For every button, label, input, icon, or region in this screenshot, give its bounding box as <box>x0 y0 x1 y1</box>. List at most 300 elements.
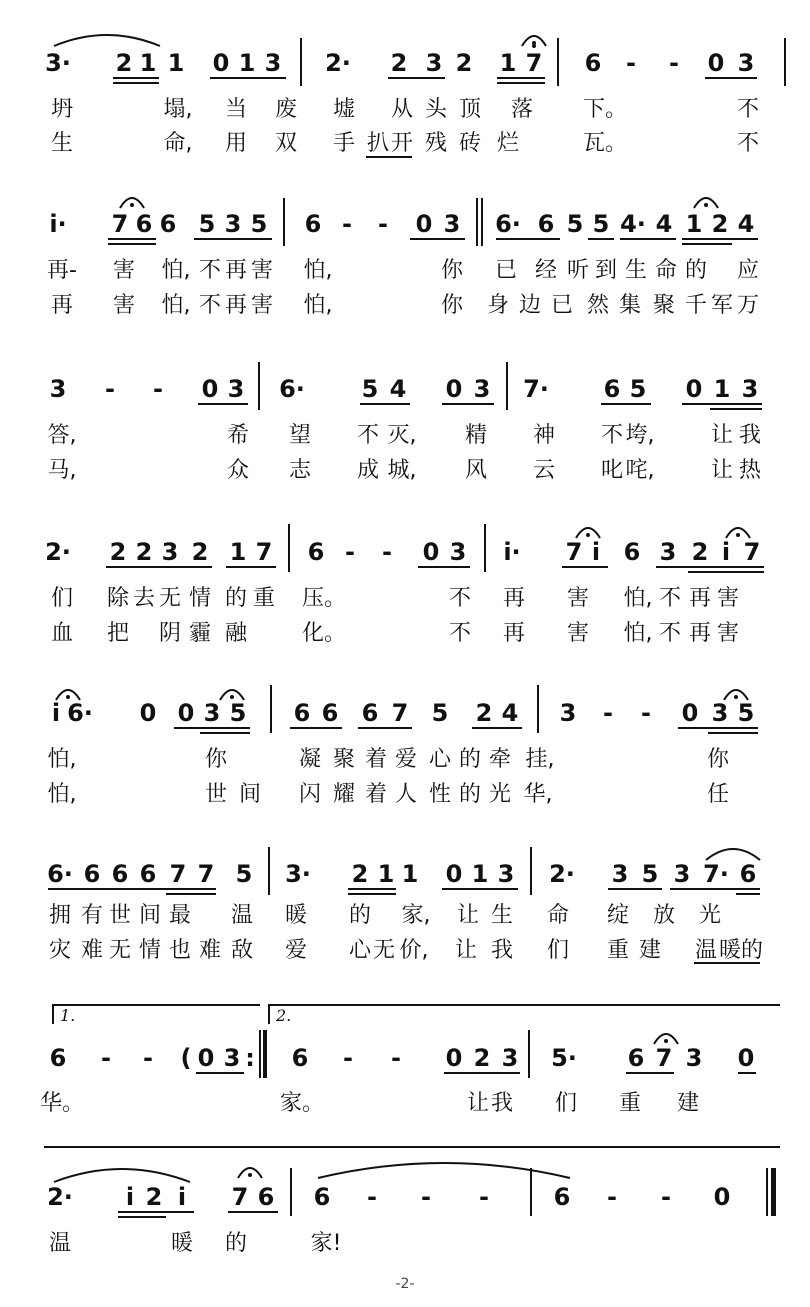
lyric-char: 顶 <box>458 97 482 122</box>
lyric-char: 叱 <box>600 458 624 483</box>
lyric-char: 从 <box>390 97 414 122</box>
note: - <box>342 210 352 238</box>
lyric-char: 阴 <box>158 621 182 646</box>
note: 2· <box>47 1183 73 1211</box>
slur <box>52 28 162 48</box>
note: 0 <box>707 49 725 77</box>
lyric-char: 扒 <box>366 131 390 156</box>
notation-row <box>0 376 810 402</box>
beam <box>348 888 396 890</box>
lyric-char: 情 <box>138 938 162 963</box>
note: 6 <box>739 860 757 888</box>
repeat-barline <box>259 1030 261 1078</box>
lyric-char: 命, <box>163 131 193 156</box>
note: 5 <box>198 210 216 238</box>
lyric-char: 不 <box>448 621 472 646</box>
final-barline <box>766 1168 768 1216</box>
lyric-char: 凝 <box>298 747 322 772</box>
note: 3 <box>264 49 282 77</box>
note: 6 <box>293 699 311 727</box>
barline <box>784 38 786 86</box>
note: - <box>391 1044 401 1072</box>
lyric-char: 下。 <box>582 97 628 122</box>
lyric-char: 砖 <box>458 131 482 156</box>
note: 7 <box>655 1044 673 1072</box>
fermata <box>574 520 602 542</box>
beam <box>442 403 494 405</box>
lyric-row <box>0 585 810 613</box>
lyric-char: 再- <box>47 258 77 283</box>
beam <box>228 1211 278 1213</box>
lyric-char: 害 <box>250 258 274 283</box>
lyric-char: 万 <box>736 293 760 318</box>
note: 2· <box>45 538 71 566</box>
note: 0 <box>445 375 463 403</box>
beam <box>620 238 676 240</box>
lyric-row <box>0 746 810 774</box>
note: 1 <box>713 375 731 403</box>
lyric-char: 神 <box>532 423 556 448</box>
lyric-char: 人 <box>394 782 418 807</box>
lyric-char: 拥 <box>48 903 72 928</box>
lyric-char: 家。 <box>279 1091 325 1116</box>
note: 6· <box>279 375 305 403</box>
lyric-char: 怕, <box>161 258 191 283</box>
note: i <box>51 699 61 727</box>
barline <box>481 198 483 246</box>
lyric-char: 暖 <box>170 1231 194 1256</box>
beam <box>226 566 276 568</box>
lyric-char: 世 <box>204 782 228 807</box>
beam <box>710 408 762 410</box>
note: 6 <box>584 49 602 77</box>
note: 3 <box>497 860 515 888</box>
lyric-char: 世 <box>108 903 132 928</box>
note: 6 <box>135 210 153 238</box>
lyric-char: 生 <box>624 258 648 283</box>
note: 4 <box>737 210 755 238</box>
lyric-char: 的 <box>224 1231 248 1256</box>
beam <box>388 77 445 79</box>
lyric-char: 然 <box>586 293 610 318</box>
note: - <box>105 375 115 403</box>
barline <box>270 685 272 733</box>
fermata <box>118 190 146 212</box>
lyric-char: 应 <box>736 258 760 283</box>
note: : <box>245 1044 255 1072</box>
lyric-char: 害 <box>112 258 136 283</box>
lyric-char: 双 <box>274 131 298 156</box>
lyric-char: 不 <box>356 423 380 448</box>
note: 6 <box>313 1183 331 1211</box>
note: 1 <box>229 538 247 566</box>
lyric-char: 开 <box>390 131 414 156</box>
lyric-char: 压。 <box>301 586 347 611</box>
note: 2 <box>711 210 729 238</box>
lyric-char: 挂, <box>525 747 555 772</box>
lyric-char: 绽 <box>606 903 630 928</box>
volta-bracket <box>268 1004 780 1006</box>
note: 3 <box>223 1044 241 1072</box>
note: 3· <box>285 860 311 888</box>
lyric-char: 们 <box>50 586 74 611</box>
lyric-char: 城, <box>387 458 417 483</box>
note: 1 <box>167 49 185 77</box>
lyric-char: 害 <box>566 586 590 611</box>
lyric-char: 不 <box>736 97 760 122</box>
note: 1 <box>401 860 419 888</box>
note: 2 <box>145 1183 163 1211</box>
barline <box>557 38 559 86</box>
lyric-char: 不 <box>198 258 222 283</box>
lyric-char: 重 <box>252 586 276 611</box>
beam <box>656 566 764 568</box>
lyric-char: 边 <box>518 293 542 318</box>
notation-row <box>0 1184 810 1210</box>
beam <box>118 1211 194 1213</box>
lyric-char: 爱 <box>394 747 418 772</box>
note: 4 <box>655 210 673 238</box>
note: - <box>479 1183 489 1211</box>
lyric-char: 间 <box>138 903 162 928</box>
lyric-char: 的 <box>684 258 708 283</box>
note: 6 <box>307 538 325 566</box>
beam <box>738 1072 756 1074</box>
lyric-char: 精 <box>464 423 488 448</box>
beam <box>196 1072 244 1074</box>
note: - <box>378 210 388 238</box>
notation-row <box>0 50 810 76</box>
beam <box>410 238 465 240</box>
lyric-char: 华, <box>523 782 553 807</box>
lyric-char: 众 <box>226 458 250 483</box>
note: 3 <box>203 699 221 727</box>
lyric-char: 难 <box>80 938 104 963</box>
fermata <box>722 682 750 704</box>
lyric-char: 马, <box>47 458 77 483</box>
note: 5 <box>641 860 659 888</box>
note: 2 <box>191 538 209 566</box>
lyric-char: 的 <box>458 747 482 772</box>
note: 5 <box>235 860 253 888</box>
note: 5 <box>250 210 268 238</box>
note: - <box>343 1044 353 1072</box>
lyric-row <box>0 96 810 124</box>
beam <box>497 82 545 84</box>
beam <box>194 238 272 240</box>
lyric-char: 无 <box>158 586 182 611</box>
note: 6 <box>83 860 101 888</box>
lyric-char: 怕, <box>623 586 653 611</box>
notation-row <box>0 700 810 726</box>
beam <box>601 403 651 405</box>
note: 2 <box>115 49 133 77</box>
beam <box>360 403 410 405</box>
lyric-char: 不 <box>600 423 624 448</box>
beam <box>106 566 212 568</box>
note: 5 <box>592 210 610 238</box>
lyric-char: 情 <box>188 586 212 611</box>
note: 0 <box>415 210 433 238</box>
note: 1 <box>499 49 517 77</box>
beam <box>174 727 250 729</box>
note: 2 <box>351 860 369 888</box>
lyric-row <box>0 457 810 485</box>
lyric-char: 怕, <box>161 293 191 318</box>
lyric-char: 害 <box>566 621 590 646</box>
lyric-char: 墟 <box>332 97 356 122</box>
note: - <box>607 1183 617 1211</box>
lyric-char: 害 <box>112 293 136 318</box>
lyric-char: 重 <box>618 1091 642 1116</box>
beam <box>682 243 732 245</box>
final-barline <box>771 1168 776 1216</box>
lyric-row <box>0 130 810 158</box>
beam <box>210 77 286 79</box>
tie <box>316 1154 572 1180</box>
staff-rule <box>44 1146 780 1148</box>
beam <box>108 243 156 245</box>
note: i <box>125 1183 135 1211</box>
lyric-char: 到 <box>594 258 618 283</box>
lyric-char: 千 <box>684 293 708 318</box>
lyric-char: 霾 <box>188 621 212 646</box>
note: 5 <box>629 375 647 403</box>
lyric-char: 融 <box>224 621 248 646</box>
note: 3 <box>449 538 467 566</box>
note: 4 <box>501 699 519 727</box>
note: 1 <box>471 860 489 888</box>
lyric-char: 灾 <box>48 938 72 963</box>
fermata <box>652 1026 680 1048</box>
lyric-char: 让 <box>456 903 480 928</box>
note: - <box>669 49 679 77</box>
note: 3 <box>161 538 179 566</box>
fermata <box>724 520 752 542</box>
note: 6· <box>495 210 521 238</box>
note: 1 <box>139 49 157 77</box>
lyric-row <box>0 422 810 450</box>
beam <box>678 727 758 729</box>
beam <box>705 77 757 79</box>
lyric-char: 残 <box>424 131 448 156</box>
note: 7 <box>743 538 761 566</box>
lyric-char: 暖 <box>718 938 742 963</box>
beam <box>166 893 216 895</box>
lyric-char: 聚 <box>332 747 356 772</box>
note: 3 <box>425 49 443 77</box>
lyric-row <box>0 620 810 648</box>
note: - <box>143 1044 153 1072</box>
note: - <box>153 375 163 403</box>
lyric-char: 去 <box>132 586 156 611</box>
lyric-char: 家, <box>401 903 431 928</box>
note: 3 <box>737 49 755 77</box>
note: - <box>626 49 636 77</box>
lyric-char: 化。 <box>301 621 347 646</box>
lyric-char: 风 <box>464 458 488 483</box>
note: 0 <box>713 1183 731 1211</box>
note: 3 <box>501 1044 519 1072</box>
lyric-char: 华。 <box>39 1091 85 1116</box>
lyric-char: 温 <box>48 1231 72 1256</box>
lyric-char: 志 <box>288 458 312 483</box>
lyric-char: 最 <box>168 903 192 928</box>
lyric-char: 不 <box>448 586 472 611</box>
note: 0 <box>212 49 230 77</box>
note: 3 <box>559 699 577 727</box>
beam <box>442 888 518 890</box>
notation-row <box>0 539 810 565</box>
beam <box>708 732 758 734</box>
lyric-char: 光 <box>698 903 722 928</box>
lyric-char: 着 <box>364 782 388 807</box>
note: 7 <box>391 699 409 727</box>
notation-row <box>0 1045 810 1071</box>
lyric-char: 生 <box>50 131 74 156</box>
lyric-char: 牵 <box>488 747 512 772</box>
lyric-char: 的 <box>224 586 248 611</box>
lyric-char: 怕, <box>303 258 333 283</box>
lyric-char: 心 <box>348 938 372 963</box>
volta-bracket <box>268 1004 270 1024</box>
lyric-row <box>0 257 810 285</box>
note: 5 <box>361 375 379 403</box>
notation-row <box>0 211 810 237</box>
lyric-char: 间 <box>238 782 262 807</box>
note: - <box>641 699 651 727</box>
lyric-char: 我 <box>490 1091 514 1116</box>
note: 6· <box>47 860 73 888</box>
lyric-char: 命 <box>654 258 678 283</box>
note: i <box>721 538 731 566</box>
beam <box>418 566 470 568</box>
note: 6· <box>67 699 93 727</box>
lyric-char: 让 <box>466 1091 490 1116</box>
lyric-char: 灭, <box>387 423 417 448</box>
lyric-char: 再 <box>502 621 526 646</box>
note: - <box>661 1183 671 1211</box>
lyric-char: 再 <box>688 621 712 646</box>
lyric-char: 你 <box>440 258 464 283</box>
lyric-char: 废 <box>274 97 298 122</box>
lyric-char: 不 <box>658 586 682 611</box>
lyric-char: 命 <box>546 903 570 928</box>
note: 2 <box>473 1044 491 1072</box>
note: 1 <box>238 49 256 77</box>
note: 6 <box>111 860 129 888</box>
beam <box>682 403 762 405</box>
lyric-char: 有 <box>80 903 104 928</box>
note: 6 <box>304 210 322 238</box>
beam <box>588 238 614 240</box>
beam <box>444 1072 520 1074</box>
lyric-char: 们 <box>546 938 570 963</box>
note: 0 <box>445 1044 463 1072</box>
beam <box>688 571 764 573</box>
lyric-char: 血 <box>50 621 74 646</box>
lyric-char: 集 <box>618 293 642 318</box>
note: i· <box>503 538 521 566</box>
lyric-char: 当 <box>224 97 248 122</box>
note: 3 <box>224 210 242 238</box>
note: 3 <box>711 699 729 727</box>
note: 7 <box>231 1183 249 1211</box>
note: 3 <box>659 538 677 566</box>
beam <box>497 77 545 79</box>
note: 2 <box>475 699 493 727</box>
lyric-char: 烂 <box>496 131 520 156</box>
note: 1 <box>685 210 703 238</box>
barline <box>268 847 270 895</box>
lyric-char: 让 <box>454 938 478 963</box>
lyric-char: 建 <box>676 1091 700 1116</box>
lyric-char: 云 <box>532 458 556 483</box>
lyric-char: 闪 <box>298 782 322 807</box>
lyric-char: 你 <box>204 747 228 772</box>
fermata <box>236 1160 264 1182</box>
lyric-char: 放 <box>652 903 676 928</box>
lyric-row <box>0 1230 810 1258</box>
note: 7 <box>255 538 273 566</box>
beam <box>562 566 608 568</box>
note: 3· <box>45 49 71 77</box>
lyric-char: 着 <box>364 747 388 772</box>
lyric-char: 生 <box>490 903 514 928</box>
beam <box>670 888 760 890</box>
lyric-char: 害 <box>716 586 740 611</box>
note: i <box>591 538 601 566</box>
note: 2 <box>455 49 473 77</box>
lyric-row <box>0 937 810 965</box>
note: 2 <box>109 538 127 566</box>
beam <box>682 238 758 240</box>
beam <box>200 732 250 734</box>
lyric-char: 光 <box>488 782 512 807</box>
lyric-char: 家! <box>310 1231 342 1256</box>
lyric-char: 聚 <box>652 293 676 318</box>
beam <box>496 238 560 240</box>
barline <box>537 685 539 733</box>
barline <box>528 1030 530 1078</box>
note: 6 <box>627 1044 645 1072</box>
note: 2 <box>390 49 408 77</box>
note: - <box>367 1183 377 1211</box>
lyric-char: 怕, <box>623 621 653 646</box>
beam <box>472 727 522 729</box>
barline <box>484 524 486 572</box>
lyric-char: 坍 <box>50 97 74 122</box>
lyric-char: 温 <box>694 938 718 963</box>
lyric-char: 害 <box>250 293 274 318</box>
note: 0 <box>422 538 440 566</box>
slur <box>52 1160 192 1184</box>
volta-bracket <box>52 1004 260 1006</box>
note: 7· <box>523 375 549 403</box>
note: 0 <box>197 1044 215 1072</box>
barline <box>530 847 532 895</box>
page-number: -2- <box>395 1276 415 1292</box>
lyric-char: 们 <box>554 1091 578 1116</box>
notation-row <box>0 861 810 887</box>
lyric-char: 耀 <box>332 782 356 807</box>
note: 6 <box>257 1183 275 1211</box>
lyric-char: 让 <box>710 458 734 483</box>
note: 5 <box>737 699 755 727</box>
beam <box>626 1072 674 1074</box>
note: 6 <box>291 1044 309 1072</box>
lyric-char: 经 <box>534 258 558 283</box>
